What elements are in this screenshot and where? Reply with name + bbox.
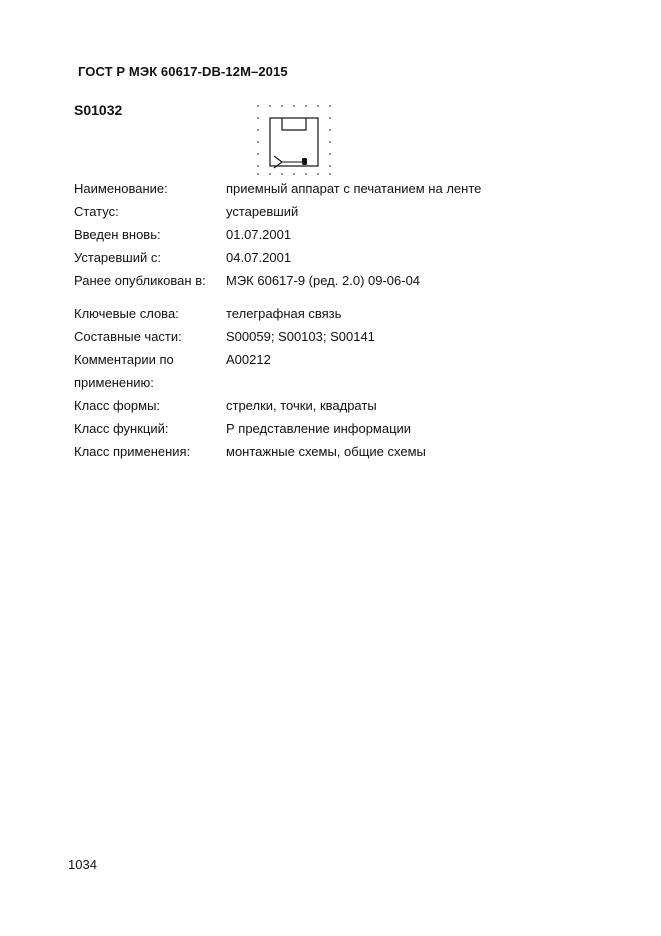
print-dot [302,158,307,165]
field-label: Устаревший с: [74,250,161,265]
field-value: устаревший [226,204,299,219]
field-value: стрелки, точки, квадраты [226,398,377,413]
field-value: S00059; S00103; S00141 [226,329,375,344]
grid-dots [257,105,331,175]
field-label: Класс функций: [74,421,169,436]
field-label: Класс формы: [74,398,161,413]
field-value: 04.07.2001 [226,250,292,265]
field-value: A00212 [226,352,271,367]
field-label: применению: [74,375,154,390]
field-label: Статус: [74,204,119,219]
field-value: телеграфная связь [226,306,342,321]
field-label: Ключевые слова: [74,306,179,321]
page-number: 1034 [68,857,97,872]
field-value: Р представление информации [226,421,412,436]
field-label: Ранее опубликован в: [74,273,206,288]
field-value: МЭК 60617-9 (ред. 2.0) 09-06-04 [226,273,421,288]
field-label: Наименование: [74,181,168,196]
field-value: приемный аппарат с печатанием на ленте [226,181,482,196]
symbol-graphic [250,100,338,178]
document-header: ГОСТ Р МЭК 60617-DB-12M–2015 [78,64,288,79]
tape-window [282,118,306,130]
field-label: Составные части: [74,329,182,344]
field-value: 01.07.2001 [226,227,292,242]
field-label: Введен вновь: [74,227,161,242]
field-value: монтажные схемы, общие схемы [226,444,426,459]
symbol-id: S01032 [74,102,123,118]
field-label: Класс применения: [74,444,191,459]
field-label: Комментарии по [74,352,174,367]
